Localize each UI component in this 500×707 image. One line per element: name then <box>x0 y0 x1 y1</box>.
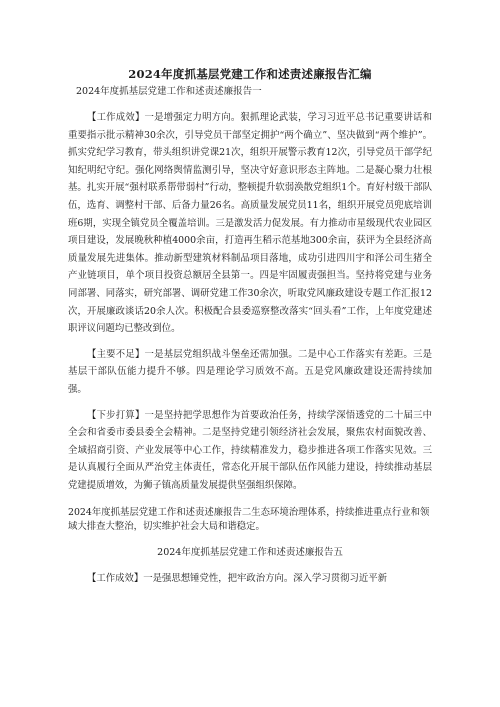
report-one-heading: 2024年度抓基层党建工作和述责述廉报告一 <box>76 86 262 97</box>
spacer <box>68 338 432 346</box>
spacer <box>68 560 432 570</box>
shortcomings-paragraph: 【主要不足】一是基层党组织战斗堡垒还需加强。二是中心工作落实有差距。三是基层干部队伍能力提升不够。四是理论学习质效不高。五是党风廉政建设还需持续加强。 <box>68 348 432 395</box>
spacer <box>68 494 432 506</box>
report-two-text: 2024年度抓基层党建工作和述责述廉报告二生态环境治理体系，持续推进重点行业和领域大排查大整治，切实维护社会大局和谐稳定。 <box>68 507 430 533</box>
next-steps-paragraph: 【下步打算】一是坚持把学思想作为首要政治任务，持续学深悟透党的二十届三中全会和省委市委县委全会精神。二是坚持党建引领经济社会发展，聚焦农村面貌改善、全域招商引资、产业发展等中心工作，持续精准发力，稳步推进各项工作落实见效。三是认真履行全面从严治党主体责任，常态化开展干部队伍作风能力建设，持续推动基层党建提质增效，为狮子镇高质量发展提供坚强组织保障。 <box>68 409 432 491</box>
spacer <box>68 399 432 407</box>
document-title: 2024年度抓基层党建工作和述责述廉报告汇编 <box>128 67 372 81</box>
spacer <box>68 99 432 109</box>
spacer <box>68 534 432 546</box>
report-five-heading: 2024年度抓基层党建工作和述责述廉报告五 <box>157 547 343 559</box>
report-five-paragraph: 【工作成效】一是强思想锤党性，把牢政治方向。深入学习贯彻习近平新 <box>87 573 388 585</box>
work-results-paragraph: 【工作成效】一是增强定力明方向。狠抓理论武装，学习习近平总书记重要讲话和重要指示批示精神30余次，引导党员干部坚定拥护“两个确立”、坚决做到“两个维护”。抓实党纪学习教育，带头组织讲党课21次，组织开展警示教育12次，引导党员干部学纪知纪明纪守纪。强化网络舆情监测引导，坚决守好意识形态主阵地。二是凝心聚力壮根基。扎实开展“强村联系帮带弱村”行动，整顿提升软弱涣散党组织1个。育好村级干部队伍，选育、调整村干部、后备力量26名。高质量发展党员11名，组织开展党员兜底培训班6期，实现全镇党员全覆盖培训。三是激发活力促发展。有力推动市星级现代农业园区项目建设，发展晚秋种植4000余亩，打造再生稻示范基地300余亩，获评为全县经济高质量发展先进集体。推动新型建筑材料制品项目落地，成功引进四川宇和泽公司生猪全产业链项目，单个项目投资总额居全县第一。四是牢固履责强担当。坚持将党建与业务同部署、同落实，研究部署、调研党建工作30余次，听取党风廉政建设专题工作汇报12次，开展廉政谈话20余人次。积极配合县委巡察整改落实“回头看”工作，上年度党建述职评议问题均已整改到位。 <box>68 112 432 335</box>
